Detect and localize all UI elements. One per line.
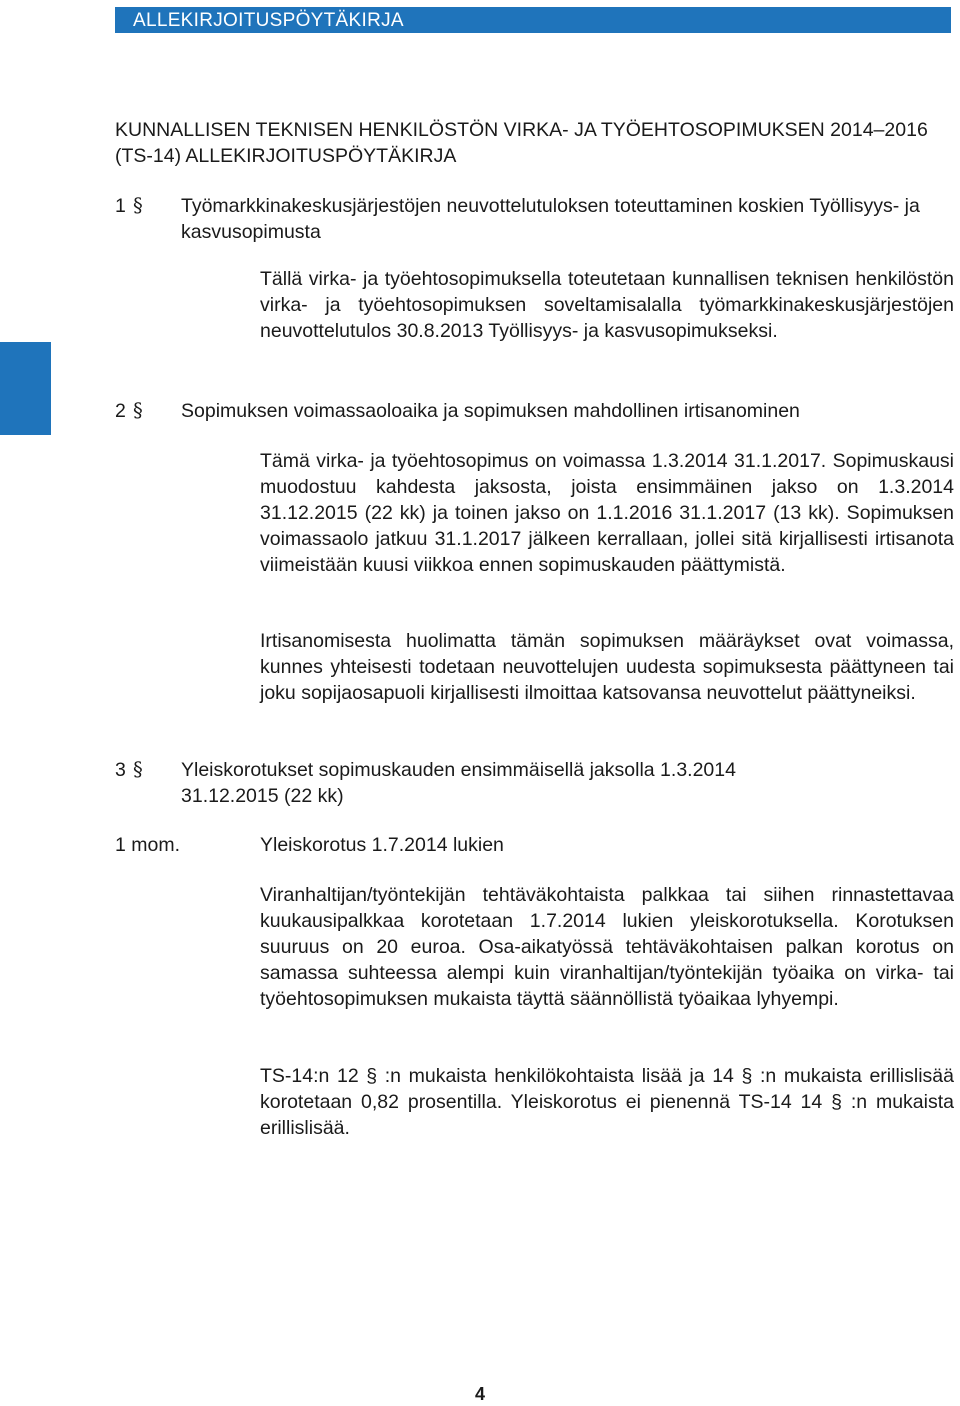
- section-number: 3: [115, 759, 126, 781]
- section-symbol: §: [133, 758, 143, 781]
- section-3-paragraph-2: TS-14:n 12 § :n mukaista henkilökohtaista lisää ja 14 § :n mukaista erillislisää korotetaan 0,82 prosentilla. Yleiskorotus ei pienennä TS-14 14 § :n mukaista erillislisää.: [260, 1065, 954, 1139]
- section-3-paragraph-1: Viranhaltijan/työntekijän tehtäväkohtaista palkkaa tai siihen rinnastettavaa kuukausipalkkaa korotetaan 1.7.2014 lukien yleiskorotuksella. Korotuksen suuruus on 20 euroa. Osa-aikatyössä tehtäväkohtaisen palkan korotus on samassa suhteessa alempi kuin viranhaltijan/työntekijän työaika on virka- tai työehtosopimuksen mukaista täyttä säännöllistä työaikaa lyhyempi.: [260, 884, 954, 1010]
- section-symbol: §: [133, 399, 143, 422]
- side-marker: [0, 342, 51, 435]
- section-title: Työmarkkinakeskusjärjestöjen neuvottelutuloksen toteuttaminen koskien Työllisyys- ja kasvusopimusta: [181, 195, 920, 243]
- section-number: 2: [115, 400, 126, 422]
- page-number: 4: [474, 1384, 485, 1404]
- header-bar: [115, 7, 951, 33]
- document-title: KUNNALLISEN TEKNISEN HENKILÖSTÖN VIRKA- JA TYÖEHTOSOPIMUKSEN 2014–2016 (TS-14) ALLEKIRJOITUSPÖYTÄKIRJA: [115, 119, 928, 167]
- moment-label: 1 mom.: [115, 834, 181, 856]
- section-2-paragraph-2: Irtisanomisesta huolimatta tämän sopimuksen määräykset ovat voimassa, kunnes yhteisesti todetaan neuvottelujen uudesta sopimuksesta päättyneen tai joku sopijaosapuoli kirjallisesti ilmoittaa katsovansa neuvottelut päättyneiksi.: [260, 630, 954, 704]
- section-title: Yleiskorotukset sopimuskauden ensimmäisellä jaksolla 1.3.2014 31.12.2015 (22 kk): [181, 759, 736, 807]
- header-title: ALLEKIRJOITUSPÖYTÄKIRJA: [133, 10, 404, 31]
- section-number: 1: [115, 195, 126, 217]
- section-2-paragraph-1: Tämä virka- ja työehtosopimus on voimassa 1.3.2014 31.1.2017. Sopimuskausi muodostuu kahdesta jaksosta, joista ensimmäinen jakso on 1.3.2014 31.12.2015 (22 kk) ja toinen jakso on 1.1.2016 31.1.2017 (13 kk). Sopimuksen voimassaolo jatkuu 31.1.2017 jälkeen kerrallaan, jollei sitä kirjallisesti irtisanota viimeistään kuusi viikkoa ennen sopimuskauden päättymistä.: [260, 450, 954, 576]
- section-symbol: §: [133, 194, 143, 217]
- moment-heading: Yleiskorotus 1.7.2014 lukien: [260, 834, 504, 856]
- section-1-paragraph: Tällä virka- ja työehtosopimuksella toteutetaan kunnallisen teknisen henkilöstön virka- ja työehtosopimuksen soveltamisalalla työmarkkinakeskusjärjestöjen neuvottelutulos 30.8.2013 Työllisyys- ja kasvusopimukseksi.: [260, 268, 954, 342]
- section-title: Sopimuksen voimassaoloaika ja sopimuksen mahdollinen irtisanominen: [181, 400, 800, 422]
